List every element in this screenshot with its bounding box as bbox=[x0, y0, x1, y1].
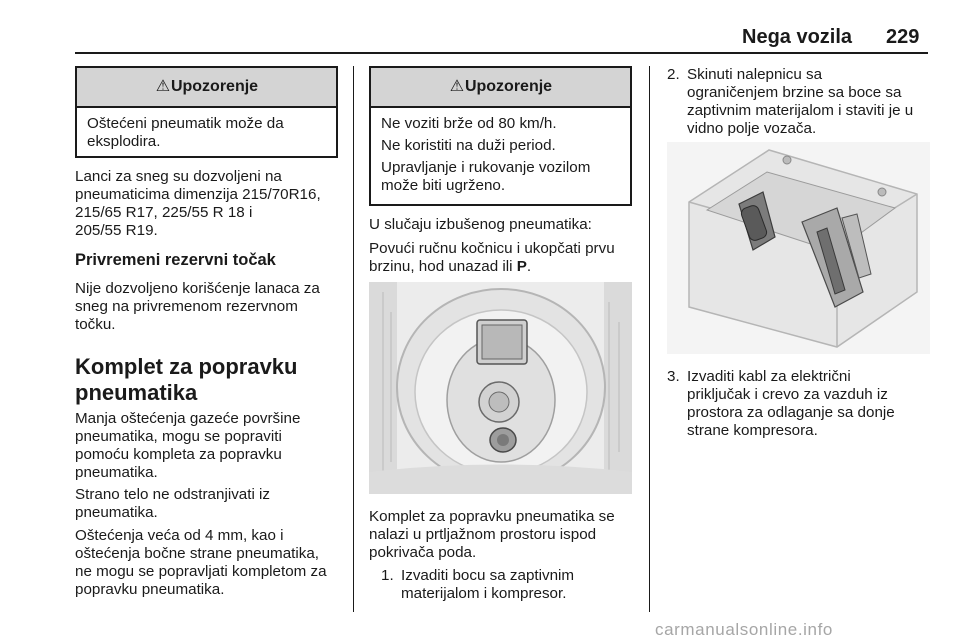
warning-triangle-icon: ⚠ bbox=[449, 78, 465, 95]
warning-triangle-icon: ⚠ bbox=[155, 78, 171, 95]
figure-repair-kit-box bbox=[667, 142, 930, 354]
paragraph-snow-chains bbox=[75, 168, 347, 240]
text-line: točku. bbox=[75, 316, 116, 333]
text-line: nalazi u prtljažnom prostoru ispod bbox=[369, 526, 597, 543]
text-line: 205/55 R19. bbox=[75, 222, 158, 239]
step-3 bbox=[667, 368, 937, 444]
warning-line: Ne koristiti na duži period. bbox=[381, 137, 556, 154]
text-line: Povući ručnu kočnicu i ukopčati prvu bbox=[369, 240, 615, 257]
text-line bbox=[369, 258, 639, 276]
warning-box-tire-damage bbox=[75, 66, 338, 158]
step-2 bbox=[667, 66, 937, 142]
warning-line: Ne voziti brže od 80 km/h. bbox=[381, 115, 557, 132]
warning-line: može biti ugrženo. bbox=[381, 177, 506, 194]
warning-title: Upozorenje bbox=[464, 78, 553, 95]
text-line: zaptivnim materijalom i staviti je u bbox=[687, 102, 914, 119]
warning-line: Oštećeni pneumatik može da bbox=[87, 115, 284, 132]
text-line: 215/65 R17, 225/55 R 18 i bbox=[75, 204, 253, 221]
watermark: carmanualsonline.info bbox=[655, 620, 833, 639]
warning-box-header bbox=[77, 68, 336, 108]
step-number: 2. bbox=[667, 66, 680, 83]
subheading-temporary-spare: Privremeni rezervni točak bbox=[75, 251, 276, 269]
repair-kit-box-illustration bbox=[667, 142, 930, 354]
step-text bbox=[687, 66, 937, 138]
text-line: pneumaticima dimenzija 215/70R16, bbox=[75, 186, 321, 203]
header-rule bbox=[75, 52, 928, 54]
text-line: Komplet za popravku pneumatika se bbox=[369, 508, 615, 525]
text-line: Nije dozvoljeno korišćenje lanaca za bbox=[75, 280, 320, 297]
heading-line: pneumatika bbox=[75, 380, 198, 405]
heading-line: Komplet za popravku bbox=[75, 354, 298, 379]
column-divider-1 bbox=[353, 66, 354, 612]
text-line: Skinuti nalepnicu sa bbox=[687, 66, 823, 83]
text-line: ne mogu se popravljati kompletom za bbox=[75, 563, 327, 580]
text-line: pneumatika, mogu se popraviti bbox=[75, 428, 282, 445]
gear-symbol-p: P bbox=[516, 258, 527, 275]
text-line: oštećenja bočne strane pneumatika, bbox=[75, 545, 320, 562]
step-number: 1. bbox=[381, 567, 394, 584]
text-line: pneumatika. bbox=[75, 504, 158, 521]
paragraph-large-damage bbox=[75, 527, 351, 599]
trunk-spare-well-illustration bbox=[369, 282, 632, 494]
step-text bbox=[687, 368, 937, 440]
text-line: pomoću kompleta za popravku bbox=[75, 446, 282, 463]
step-text bbox=[401, 567, 574, 603]
warning-box-body bbox=[371, 108, 630, 195]
text-line: prostora za odlaganje sa donje bbox=[687, 404, 895, 421]
text-line: Izvaditi kabl za električni bbox=[687, 368, 851, 385]
paragraph-flat-tire: U slučaju izbušenog pneumatika: bbox=[369, 216, 592, 233]
paragraph-handbrake bbox=[369, 240, 639, 276]
warning-box-speed-limit bbox=[369, 66, 632, 206]
page-number: 229 bbox=[886, 26, 920, 48]
warning-title: Upozorenje bbox=[170, 78, 259, 95]
column-divider-2 bbox=[649, 66, 650, 612]
text-line: pneumatika. bbox=[75, 464, 158, 481]
paragraph-spare-chains bbox=[75, 280, 347, 334]
text-line: vidno polje vozača. bbox=[687, 120, 817, 137]
text-line: materijalom i kompresor. bbox=[401, 585, 567, 602]
warning-box-body bbox=[77, 108, 336, 151]
text-line: ograničenjem brzine sa boce sa bbox=[687, 84, 902, 101]
paragraph-minor-damage bbox=[75, 410, 347, 482]
paragraph-foreign-object bbox=[75, 486, 347, 522]
text-fragment: brzinu, hod unazad ili bbox=[369, 258, 517, 275]
text-line: Manja oštećenja gazeće površine bbox=[75, 410, 301, 427]
text-line: Strano telo ne odstranjivati iz bbox=[75, 486, 271, 503]
text-line: Izvaditi bocu sa zaptivnim bbox=[401, 567, 575, 584]
step-number: 3. bbox=[667, 368, 680, 385]
text-fragment: . bbox=[526, 258, 532, 275]
section-title: Nega vozila bbox=[742, 26, 853, 48]
text-line: priključak i crevo za vazduh iz bbox=[687, 386, 888, 403]
heading-tire-repair-kit bbox=[75, 354, 347, 406]
text-line: Lanci za sneg su dozvoljeni na bbox=[75, 168, 282, 185]
text-line: strane kompresora. bbox=[687, 422, 818, 439]
warning-box-header bbox=[371, 68, 630, 108]
paragraph-kit-location bbox=[369, 508, 639, 562]
warning-line: Upravljanje i rukovanje vozilom bbox=[381, 159, 591, 176]
text-line: Oštećenja veća od 4 mm, kao i bbox=[75, 527, 284, 544]
figure-trunk-spare-well bbox=[369, 282, 632, 494]
text-line: pokrivača poda. bbox=[369, 544, 477, 561]
warning-line: eksplodira. bbox=[87, 133, 161, 150]
text-line: popravku pneumatika. bbox=[75, 581, 225, 598]
step-1 bbox=[381, 567, 631, 607]
text-line: sneg na privremenom rezervnom bbox=[75, 298, 298, 315]
